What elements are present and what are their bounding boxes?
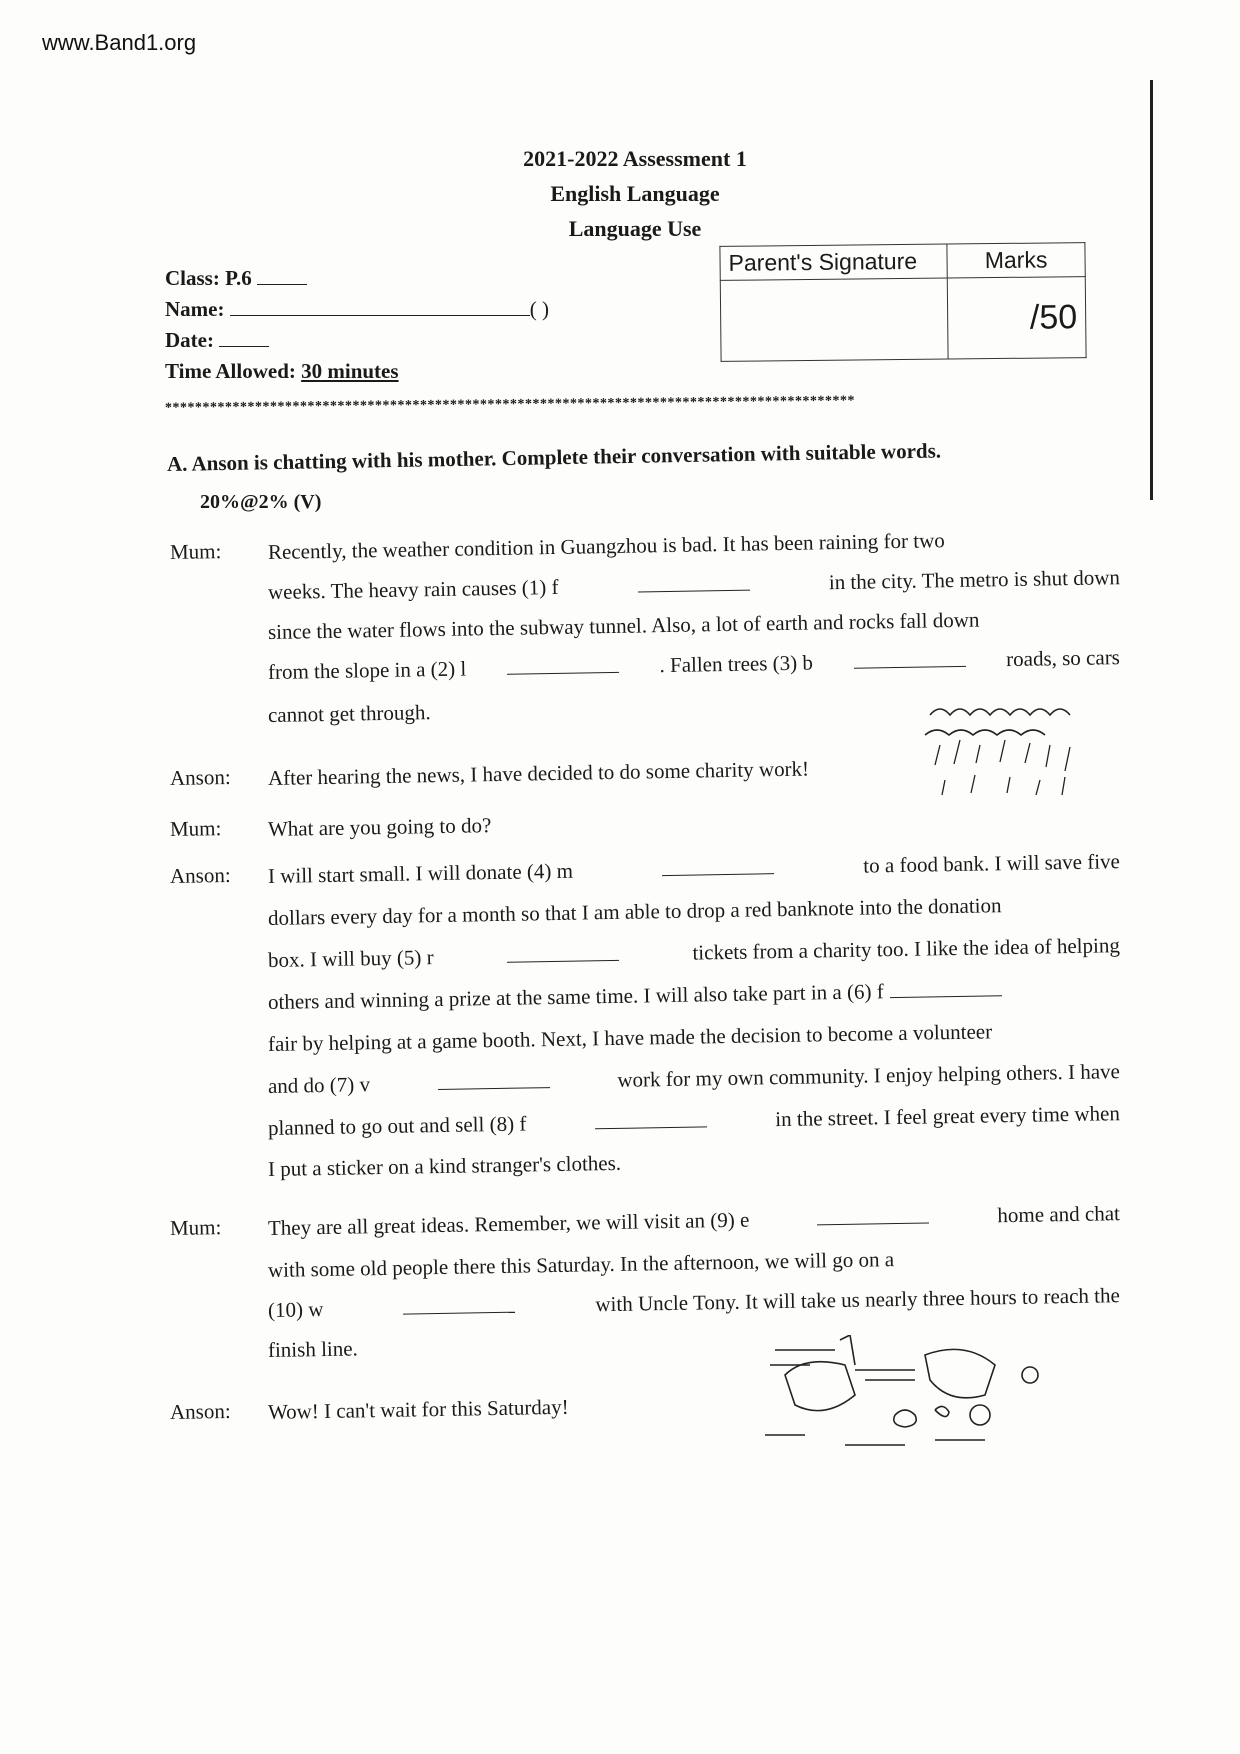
name-blank[interactable]	[230, 315, 530, 316]
speaker-label: Mum:	[169, 816, 222, 841]
speaker-label: Anson:	[169, 862, 231, 888]
dialogue-line	[268, 525, 1120, 565]
dialogue-text: since the water flows into the subway tunnel. Also, a lot of earth and rocks fall down	[267, 607, 980, 644]
dialogue-text: planned to go out and sell (8) f	[267, 1111, 527, 1140]
speaker-label: Anson:	[169, 1398, 231, 1424]
answer-blank[interactable]	[403, 1294, 515, 1315]
dialogue-text: finish line.	[267, 1336, 359, 1362]
answer-blank[interactable]	[507, 654, 619, 675]
date-label: Date:	[165, 328, 214, 352]
dialogue-text: I will start small. I will donate (4) m	[267, 858, 574, 888]
dialogue-text: weeks. The heavy rain causes (1) f	[267, 574, 559, 604]
dialogue-line	[268, 1201, 1120, 1241]
class-label: Class:	[165, 266, 220, 290]
dialogue-text: work for my own community. I enjoy helping others. I have	[617, 1059, 1121, 1092]
dialogue-text: to a food bank. I will save five	[863, 849, 1121, 878]
name-field	[165, 297, 549, 322]
dialogue-line	[268, 802, 1120, 842]
class-value: P.6	[225, 266, 252, 290]
dialogue-text: They are all great ideas. Remember, we will visit an (9) e	[267, 1207, 750, 1240]
speaker-label: Mum:	[169, 1215, 222, 1240]
dialogue-text: cannot get through.	[267, 700, 431, 727]
dialogue-text: Recently, the weather condition in Guangzhou is bad. It has been raining for two	[267, 528, 945, 564]
dialogue-line	[268, 645, 1120, 685]
dialogue-line	[268, 605, 1120, 645]
section-a-instruction: A. Anson is chatting with his mother. Complete their conversation with suitable words.	[166, 438, 942, 476]
dialogue-text: I put a sticker on a kind stranger's clothes.	[267, 1150, 622, 1181]
dialogue-text: with some old people there this Saturday. In the afternoon, we will go on a	[267, 1247, 895, 1282]
speaker-label: Anson:	[169, 764, 231, 790]
dialogue-line	[268, 1017, 1120, 1057]
answer-blank[interactable]	[507, 942, 619, 963]
dialogue-text: tickets from a charity too. I like the idea of helping	[692, 933, 1121, 965]
answer-blank[interactable]	[662, 855, 774, 876]
dialogue-text: from the slope in a (2) l	[267, 656, 467, 684]
dialogue-line	[268, 1243, 1120, 1283]
date-blank[interactable]	[219, 346, 269, 347]
signature-cell[interactable]	[720, 278, 948, 361]
dialogue-line	[268, 1059, 1120, 1099]
dialogue-text: in the city. The metro is shut down	[828, 565, 1121, 595]
divider: ********************************************************************************************	[164, 393, 856, 416]
signature-header: Parent's Signature	[720, 244, 947, 280]
dialogue-line	[268, 975, 1120, 1015]
marks-header: Marks	[947, 243, 1085, 278]
dialogue-text: Wow! I can't wait for this Saturday!	[267, 1394, 569, 1424]
dialogue-text: dollars every day for a month so that I am able to drop a red banknote into the donation	[267, 893, 1002, 930]
dialogue-text: After hearing the news, I have decided to do some charity work!	[267, 756, 810, 790]
dialogue-text: fair by helping at a game booth. Next, I have made the decision to become a volunteer	[267, 1019, 993, 1056]
section-a-marks: 20%@2% (V)	[200, 491, 322, 513]
dialogue-line	[268, 933, 1120, 973]
time-label: Time Allowed:	[165, 359, 296, 383]
dialogue-text: (10) w	[267, 1297, 324, 1322]
dialogue-text: roads, so cars	[1005, 645, 1121, 672]
answer-blank[interactable]	[637, 572, 749, 593]
date-field	[165, 328, 269, 353]
dialogue-text: What are you going to do?	[267, 813, 492, 841]
rain-illustration	[920, 685, 1100, 805]
subject-title: English Language	[550, 181, 720, 206]
dialogue-text: and do (7) v	[267, 1072, 371, 1098]
dialogue-text: in the street. I feel great every time when	[775, 1101, 1121, 1132]
speaker-label: Mum:	[169, 539, 222, 564]
marks-table	[719, 242, 1086, 362]
marks-cell: /50	[947, 277, 1086, 359]
answer-blank[interactable]	[438, 1069, 550, 1090]
dialogue-line	[268, 891, 1120, 931]
answer-blank[interactable]	[853, 648, 965, 669]
dialogue-text: others and winning a prize at the same time. I will also take part in a (6) f	[267, 979, 884, 1014]
dialogue-line	[268, 565, 1120, 605]
scan-edge-line	[1150, 80, 1153, 500]
dialogue-text: home and chat	[997, 1201, 1121, 1228]
answer-blank[interactable]	[595, 1108, 707, 1129]
dialogue-text: box. I will buy (5) r	[267, 945, 434, 972]
paper-title: Language Use	[568, 216, 702, 241]
dialogue-text: . Fallen trees (3) b	[659, 650, 814, 678]
time-allowed	[165, 359, 399, 384]
dialogue-text: with Uncle Tony. It will take us nearly three hours to reach the	[595, 1283, 1121, 1317]
watermark: www.Band1.org	[42, 30, 197, 55]
running-shoes-illustration	[755, 1335, 1055, 1455]
dialogue-line	[268, 1283, 1120, 1323]
time-value: 30 minutes	[301, 359, 399, 383]
dialogue-line	[268, 849, 1120, 889]
class-field	[165, 266, 307, 291]
exam-title: 2021-2022 Assessment 1	[523, 146, 747, 171]
dialogue-line	[268, 1142, 1120, 1182]
answer-blank[interactable]	[889, 977, 1001, 998]
name-label: Name:	[165, 297, 225, 321]
dialogue-line	[268, 1101, 1120, 1141]
answer-blank[interactable]	[817, 1204, 929, 1225]
class-number-paren: ( )	[529, 297, 549, 321]
